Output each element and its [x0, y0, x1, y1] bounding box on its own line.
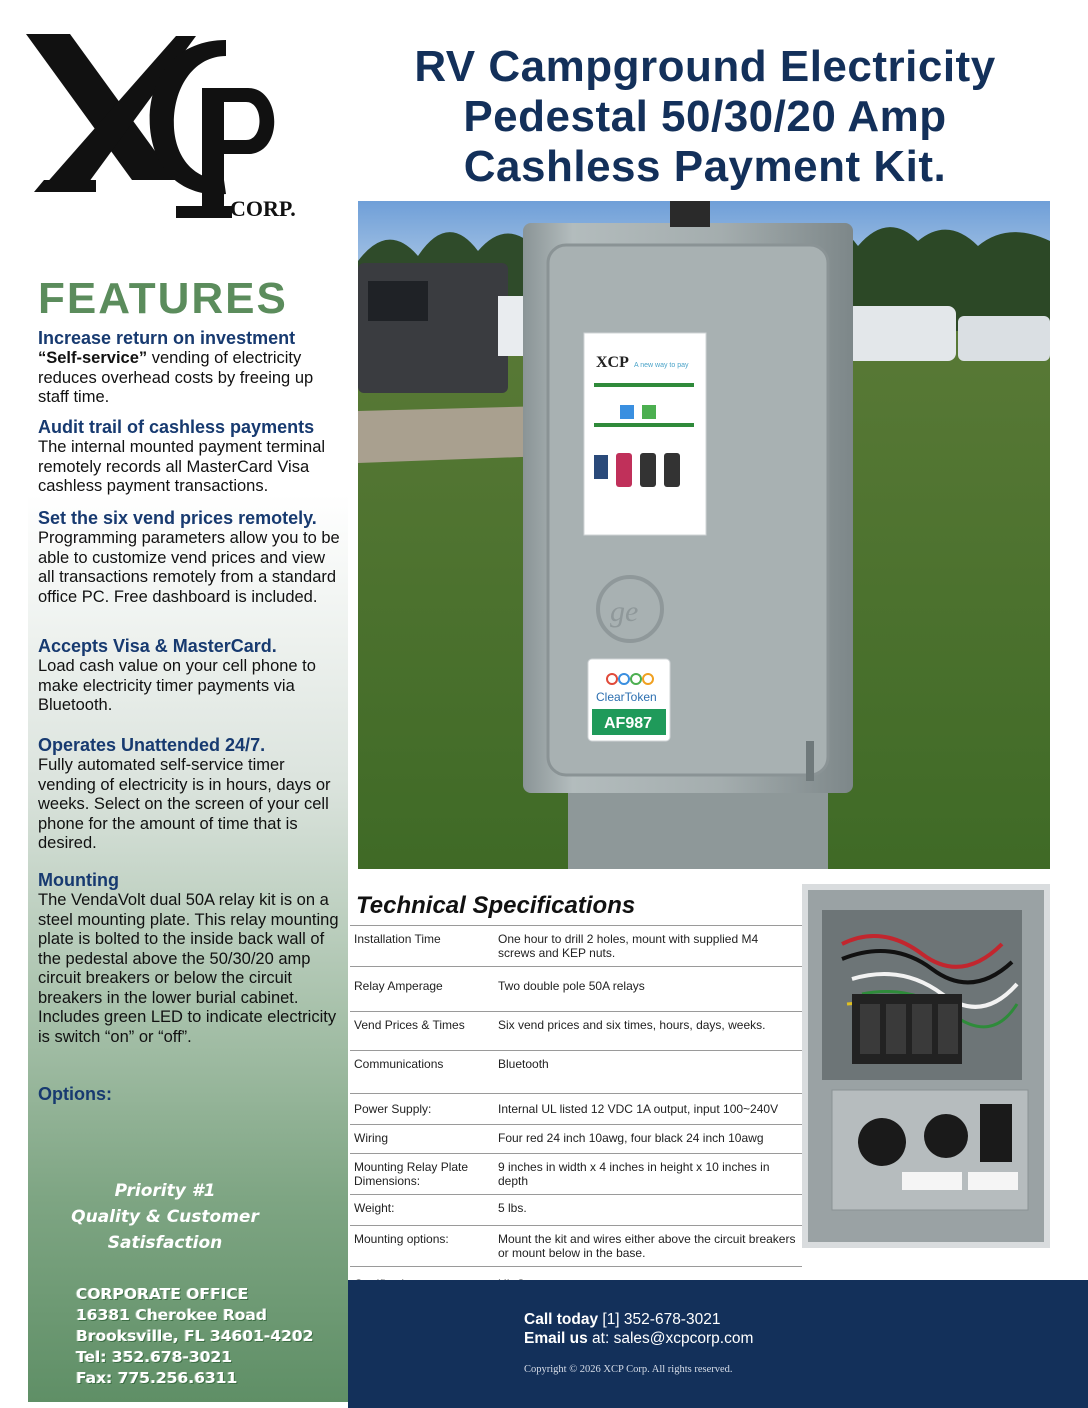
feature-body: The VendaVolt dual 50A relay kit is on a steel mounting plate. This relay mounting plate is bolted to the inside back wall of the pedestal above the 50/30/20 amp circuit breakers or below the circuit breakers in the lower burial cabinet. Includes green LED to indicate electricity is switch “on” or “off”. [38, 891, 339, 1046]
table-row [350, 1012, 802, 1051]
feature-body: Load cash value on your cell phone to make electricity timer payments via Bluetooth. [38, 657, 316, 714]
cleartoken-brand: ClearToken [596, 690, 657, 704]
spec-value: Six vend prices and six times, hours, days, weeks. [494, 1012, 802, 1051]
panel-interior-illustration [802, 884, 1050, 1248]
table-row [350, 1154, 802, 1195]
feature-heading: Set the six vend prices remotely. [38, 508, 317, 528]
spec-key: Mounting Relay Plate Dimensions: [350, 1154, 494, 1195]
spec-key: Vend Prices & Times [350, 1012, 494, 1051]
feature-bold-lead: “Self-service” [38, 349, 148, 367]
spec-key: Installation Time [350, 926, 494, 967]
spec-value: 5 lbs. [494, 1195, 802, 1226]
table-row [350, 1125, 802, 1154]
feature-mounting [38, 870, 343, 1047]
office-tel: Tel: 352.678-3021 [76, 1348, 233, 1366]
title-line-1: RV Campground Electricity [414, 42, 996, 91]
office-street: 16381 Cherokee Road [76, 1306, 267, 1324]
feature-body: vending of electricity reduces overhead costs by freeing up staff time. [38, 349, 314, 406]
contact-info [524, 1310, 753, 1348]
spec-key: Weight: [350, 1195, 494, 1226]
title-line-2: Pedestal 50/30/20 Amp [463, 92, 947, 141]
tech-specs-table [350, 925, 802, 1298]
feature-roi [38, 328, 343, 408]
options-label: Options: [38, 1084, 112, 1104]
panel-interior-photo [802, 884, 1050, 1248]
feature-vend-prices [38, 508, 343, 607]
table-row [350, 926, 802, 967]
feature-body: Programming parameters allow you to be able to customize vend prices and view all transactions remotely from a standard office PC. Free dashboard is included. [38, 529, 340, 606]
pedestal-photo-illustration [358, 201, 1050, 869]
office-fax: Fax: 775.256.6311 [76, 1369, 238, 1387]
feature-heading: Operates Unattended 24/7. [38, 735, 266, 755]
svg-text:ge: ge [610, 595, 639, 628]
priority-line-1: Priority #1 [114, 1181, 216, 1201]
spec-value: Internal UL listed 12 VDC 1A output, input 100~240V [494, 1094, 802, 1125]
feature-visa-mastercard [38, 636, 343, 716]
call-label: Call today [524, 1311, 599, 1328]
table-row [350, 967, 802, 1012]
sticker-tagline: A new way to pay [634, 362, 689, 369]
spec-value: Four red 24 inch 10awg, four black 24 inch 10awg [494, 1125, 802, 1154]
priority-line-3: Satisfaction [107, 1233, 223, 1253]
call-number[interactable]: [1] 352-678-3021 [598, 1311, 721, 1328]
feature-text [38, 349, 343, 408]
pedestal-photo [358, 201, 1050, 869]
spec-value: Mount the kit and wires either above the circuit breakers or mount below in the base. [494, 1226, 802, 1267]
feature-body: The internal mounted payment terminal remotely records all MasterCard Visa cashless payment transactions. [38, 438, 326, 495]
spec-key: Relay Amperage [350, 967, 494, 1012]
table-row [350, 1094, 802, 1125]
spec-value: Bluetooth [494, 1051, 802, 1094]
feature-heading: Accepts Visa & MasterCard. [38, 636, 277, 656]
sticker-brand: XCP [596, 354, 629, 371]
office-city: Brooksville, FL 34601-4202 [76, 1327, 314, 1345]
spec-value: One hour to drill 2 holes, mount with supplied M4 screws and KEP nuts. [494, 926, 802, 967]
tech-specs-title: Technical Specifications [356, 892, 636, 919]
copyright-notice: Copyright © 2026 XCP Corp. All rights reserved. [524, 1364, 733, 1375]
feature-body: Fully automated self-service timer vending of electricity is in hours, days or weeks. Select on the screen of your cell phone for the amount of time that is desired. [38, 756, 331, 852]
call-line [524, 1310, 753, 1329]
page-title [360, 42, 1050, 192]
email-label: Email us [524, 1330, 588, 1347]
table-row [350, 1226, 802, 1267]
cleartoken-id: AF987 [604, 715, 653, 732]
feature-heading: Audit trail of cashless payments [38, 417, 315, 437]
feature-audit-trail [38, 417, 343, 497]
table-row [350, 1195, 802, 1226]
feature-heading: Mounting [38, 870, 119, 890]
feature-unattended [38, 735, 343, 854]
feature-heading: Increase return on investment [38, 328, 296, 348]
logo-corp-text: CORP. [230, 196, 296, 221]
features-heading: FEATURES [38, 274, 288, 323]
priority-statement [60, 1178, 270, 1256]
priority-line-2: Quality & Customer [71, 1207, 259, 1227]
spec-key: Wiring [350, 1125, 494, 1154]
corporate-office-address [76, 1284, 314, 1389]
table-row [350, 1051, 802, 1094]
spec-key: Power Supply: [350, 1094, 494, 1125]
email-line [524, 1329, 753, 1348]
office-label: CORPORATE OFFICE [76, 1285, 249, 1303]
spec-value: Two double pole 50A relays [494, 967, 802, 1012]
spec-value: 9 inches in width x 4 inches in height x 10 inches in depth [494, 1154, 802, 1195]
spec-key: Mounting options: [350, 1226, 494, 1267]
title-line-3: Cashless Payment Kit. [463, 142, 947, 191]
spec-key: Communications [350, 1051, 494, 1094]
email-link[interactable]: at: sales@xcpcorp.com [587, 1330, 754, 1347]
